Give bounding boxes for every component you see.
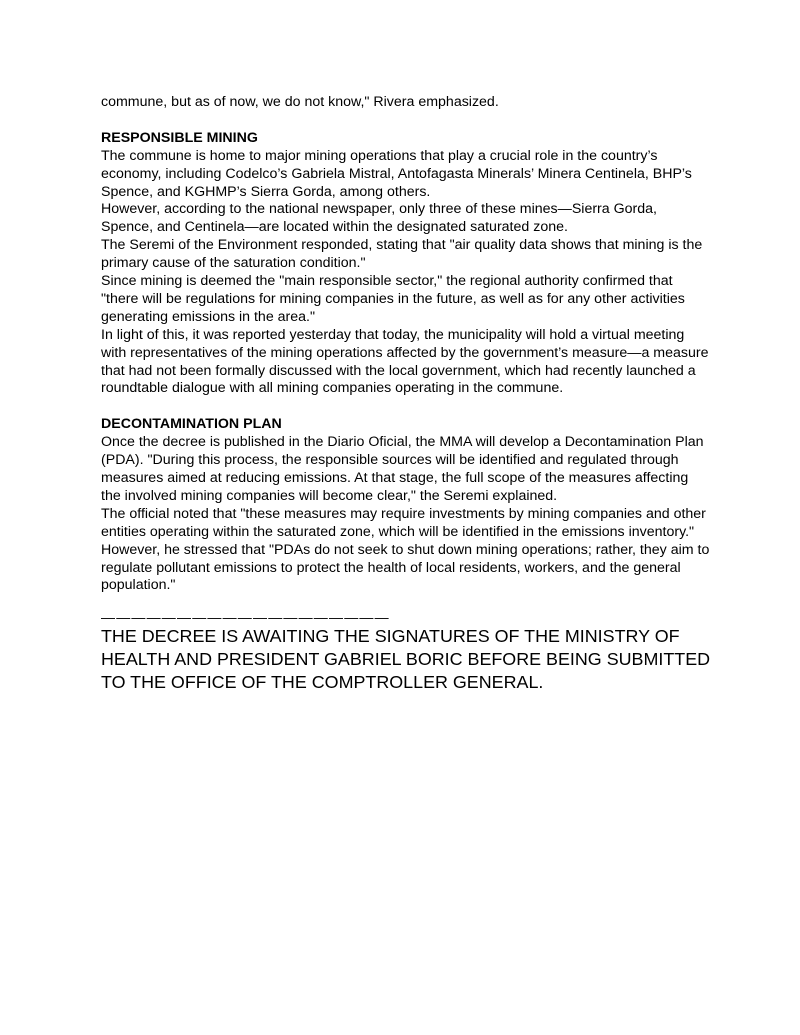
paragraph-gap [101, 112, 711, 130]
mining-paragraph: Since mining is deemed the "main responsible sector," the regional authority confirmed that "there will be regulations for mining companies in the future, as well as for any other activities generating emissions in the area." [101, 273, 685, 325]
callout-text: THE DECREE IS AWAITING THE SIGNATURES OF THE MINISTRY OF HEALTH AND PRESIDENT GABRIEL BORIC BEFORE BEING SUBMITTED TO THE OFFICE OF THE COMPTROLLER GENERAL. [101, 626, 711, 693]
decontamination-paragraph: However, he stressed that "PDAs do not seek to shut down mining operations; rather, they aim to regulate pollutant emissions to protect the health of local residents, workers, and the general population." [101, 541, 710, 594]
decontamination-paragraph: Once the decree is published in the Diario Oficial, the MMA will develop a Decontamination Plan (PDA). "During this process, the responsible sources will be identified and regulated through measures aimed at reducing emissions. At that stage, the full scope of the measures affecting the involved mining companies will become clear," the Seremi explained. [101, 434, 704, 504]
mining-paragraph: The Seremi of the Environment responded, stating that "air quality data shows that mining is the primary cause of the saturation condition." [101, 237, 703, 272]
section-heading-decontamination-plan: DECONTAMINATION PLAN [101, 416, 282, 433]
article-body [101, 94, 711, 694]
decontamination-paragraph: The official noted that "these measures may require investments by mining companies and other entities operating within the saturated zone, which will be identified in the emissions inventory." [101, 505, 706, 540]
paragraph-gap [101, 398, 711, 416]
intro-fragment: commune, but as of now, we do not know," Rivera emphasized. [101, 94, 499, 110]
mining-paragraph: However, according to the national newspaper, only three of these mines—Sierra Gorda, Spence, and Centinela—are located within the designated saturated zone. [101, 201, 657, 236]
divider-line: ——————————————————— [101, 609, 390, 626]
mining-paragraph: The commune is home to major mining operations that play a crucial role in the country’s economy, including Codelco’s Gabriela Mistral, Antofagasta Minerals’ Minera Centinela, BHP’s Spence, and KGHMP’s Sierra Gorda, among others. [101, 147, 692, 200]
mining-paragraph: In light of this, it was reported yesterday that today, the municipality will hold a virtual meeting with representatives of the mining operations affected by the government’s measure—a measure that had not been formally discussed with the local government, which had recently launched a roundtable dialogue with all mining companies operating in the commune. [101, 326, 709, 397]
section-heading-responsible-mining: RESPONSIBLE MINING [101, 129, 258, 146]
